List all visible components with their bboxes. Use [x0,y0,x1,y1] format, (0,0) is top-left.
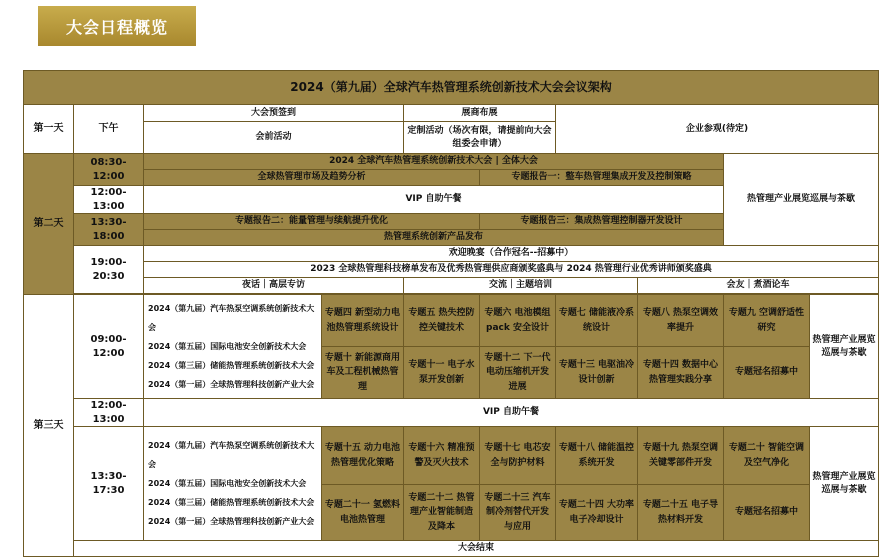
day1-registration: 大会预签到 [144,105,404,122]
day3-label: 第三天 [24,295,74,557]
session-topic: 专题二十五 电子导热材料开发 [638,485,724,541]
day3-time-morning: 09:00-12:00 [74,295,144,399]
session-topic: 专题七 储能液冷系统设计 [556,295,638,347]
day2-night-social: 会友｜煮酒论车 [638,278,879,294]
conference-item: 2024（第一届）全球热管理科技创新产业大会 [148,517,315,527]
session-topic: 专题六 电池模组 pack 安全设计 [480,295,556,347]
day2-topic1: 专题报告一：整车热管理集成开发及控制策略 [480,170,724,186]
day2-plenary: 2024 全球汽车热管理系统创新技术大会 | 全体大会 [144,154,724,170]
session-topic: 专题十八 储能温控系统开发 [556,427,638,485]
agenda-banner: 大会日程概览 [38,6,196,46]
day1-label: 第一天 [24,105,74,154]
session-topic: 专题二十四 大功率电子冷却设计 [556,485,638,541]
day3-lunch: VIP 自助午餐 [144,399,879,427]
agenda-table [23,70,879,557]
day2-night-training: 交流｜主题培训 [404,278,638,294]
session-topic: 专题十四 数据中心热管理实践分享 [638,347,724,399]
session-topic: 专题十一 电子水泵开发创新 [404,347,480,399]
day2-dinner: 欢迎晚宴（合作冠名--招募中） [144,246,879,262]
conference-item: 2024（第五届）国际电池安全创新技术大会 [148,478,307,488]
day1-visit: 企业参观(待定) [556,105,879,154]
session-topic: 专题十六 精准预警及灭火技术 [404,427,480,485]
day2-night-talk: 夜话｜高层专访 [144,278,404,294]
day2-market-session: 全球热管理市场及趋势分析 [144,170,480,186]
session-topic: 专题十九 热泵空调关键零部件开发 [638,427,724,485]
session-topic: 专题五 热失控防控关键技术 [404,295,480,347]
day2-time-afternoon: 13:30-18:00 [74,214,144,246]
day3-pm-conference-list [144,427,322,541]
day2-time-lunch: 12:00-13:00 [74,186,144,214]
day1-custom-activity: 定制活动（场次有限，请提前向大会组委会申请） [404,122,556,154]
conference-item: 2024（第一届）全球热管理科技创新产业大会 [148,380,315,390]
day2-label: 第二天 [24,154,74,295]
session-topic: 专题八 热泵空调效率提升 [638,295,724,347]
day2-topic2: 专题报告二：能量管理与续航提升优化 [144,214,480,230]
day1-side-activity: 会前活动 [144,122,404,154]
session-topic: 专题冠名招募中 [724,347,810,399]
session-topic: 专题十五 动力电池热管理优化策略 [322,427,404,485]
day2-side-expo: 热管理产业展览巡展与茶歇 [724,154,879,246]
session-topic: 专题九 空调舒适性研究 [724,295,810,347]
session-topic: 专题十二 下一代电动压缩机开发进展 [480,347,556,399]
day3-am-conference-list [144,295,322,399]
day2-lunch: VIP 自助午餐 [144,186,724,214]
session-topic: 专题十七 电芯安全与防护材料 [480,427,556,485]
day3-time-lunch: 12:00-13:00 [74,399,144,427]
day2-product-launch: 热管理系统创新产品发布 [144,230,724,246]
day1-expo: 展商布展 [404,105,556,122]
day1-time: 下午 [74,105,144,154]
day3-am-side-expo: 热管理产业展览巡展与茶歇 [810,295,879,399]
table-title: 2024（第九届）全球汽车热管理系统创新技术大会会议架构 [24,71,879,105]
session-topic: 专题十 新能源商用车及工程机械热管理 [322,347,404,399]
day2-time-morning: 08:30-12:00 [74,154,144,186]
conference-item: 2024（第三届）储能热管理系统创新技术大会 [148,361,315,371]
session-topic: 专题十三 电驱油冷设计创新 [556,347,638,399]
day2-award: 2023 全球热管理科技榜单发布及优秀热管理供应商颁奖盛典与 2024 热管理行业优秀讲师颁奖盛典 [144,262,879,278]
day3-time-afternoon: 13:30-17:30 [74,427,144,541]
conference-item: 2024（第五届）国际电池安全创新技术大会 [148,341,307,351]
conference-item: 2024（第九届）汽车热泵空调系统创新技术大会 [148,440,315,469]
day2-time-evening: 19:00-20:30 [74,246,144,294]
conference-item: 2024（第九届）汽车热泵空调系统创新技术大会 [148,303,315,332]
session-topic: 专题二十二 热管理产业智能制造及降本 [404,485,480,541]
conference-end: 大会结束 [74,541,879,557]
session-topic: 专题二十 智能空调及空气净化 [724,427,810,485]
day3-pm-side-expo: 热管理产业展览巡展与茶歇 [810,427,879,541]
day2-topic3: 专题报告三：集成热管理控制器开发设计 [480,214,724,230]
conference-item: 2024（第三届）储能热管理系统创新技术大会 [148,498,315,508]
session-topic: 专题冠名招募中 [724,485,810,541]
session-topic: 专题二十三 汽车制冷剂替代开发与应用 [480,485,556,541]
session-topic: 专题二十一 氢燃料电池热管理 [322,485,404,541]
session-topic: 专题四 新型动力电池热管理系统设计 [322,295,404,347]
